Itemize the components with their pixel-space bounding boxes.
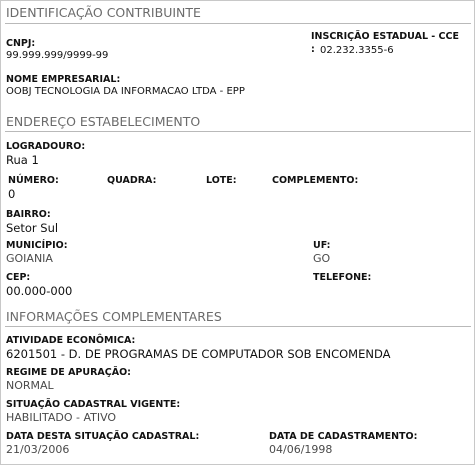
quadra-label: QUADRA:	[107, 175, 157, 186]
section-divider	[5, 131, 471, 132]
complemento-label: COMPLEMENTO:	[272, 175, 359, 186]
numero-value: 0	[8, 187, 16, 201]
section-title-contribuinte: IDENTIFICAÇÃO CONTRIBUINTE	[6, 5, 201, 20]
lote-label: LOTE:	[206, 175, 237, 186]
situacao-cadastral-label: SITUAÇÃO CADASTRAL VIGENTE:	[6, 399, 181, 410]
cnpj-value: 99.999.999/9999-99	[6, 50, 109, 61]
regime-apuracao-label: REGIME DE APURAÇÃO:	[6, 367, 131, 378]
section-divider	[5, 326, 471, 327]
bairro-value: Setor Sul	[6, 221, 59, 235]
regime-apuracao-value: NORMAL	[6, 379, 54, 392]
section-divider	[5, 23, 471, 24]
ie-label: INSCRIÇÃO ESTADUAL - CCE	[311, 31, 459, 42]
nome-empresarial-value: OOBJ TECNOLOGIA DA INFORMACAO LTDA - EPP	[6, 86, 245, 97]
logradouro-label: LOGRADOURO:	[6, 141, 86, 152]
data-cadastramento-value: 04/06/1998	[269, 443, 333, 456]
data-cadastramento-label: DATA DE CADASTRAMENTO:	[269, 431, 418, 442]
cep-label: CEP:	[6, 272, 31, 283]
municipio-label: MUNICÍPIO:	[6, 240, 68, 251]
atividade-economica-value: 6201501 - D. DE PROGRAMAS DE COMPUTADOR SOB ENCOMENDA	[6, 347, 391, 361]
bairro-label: BAIRRO:	[6, 209, 51, 220]
data-situacao-value: 21/03/2006	[6, 443, 70, 456]
cnpj-label: CNPJ:	[6, 38, 36, 49]
data-situacao-label: DATA DESTA SITUAÇÃO CADASTRAL:	[6, 431, 200, 442]
atividade-economica-label: ATIVIDADE ECONÔMICA:	[6, 335, 136, 346]
situacao-cadastral-value: HABILITADO - ATIVO	[6, 411, 117, 424]
section-title-complementares: INFORMAÇÕES COMPLEMENTARES	[6, 309, 222, 324]
cep-value: 00.000-000	[6, 284, 73, 298]
ie-colon: :	[311, 44, 315, 55]
logradouro-value: Rua 1	[6, 153, 39, 167]
uf-label: UF:	[313, 240, 331, 251]
numero-label: NÚMERO:	[8, 175, 59, 186]
nome-empresarial-label: NOME EMPRESARIAL:	[6, 74, 121, 85]
uf-value: GO	[313, 252, 331, 265]
section-title-endereco: ENDEREÇO ESTABELECIMENTO	[6, 114, 201, 129]
municipio-value: GOIANIA	[6, 252, 53, 265]
telefone-label: TELEFONE:	[313, 272, 372, 283]
ie-value: 02.232.3355-6	[320, 45, 394, 56]
